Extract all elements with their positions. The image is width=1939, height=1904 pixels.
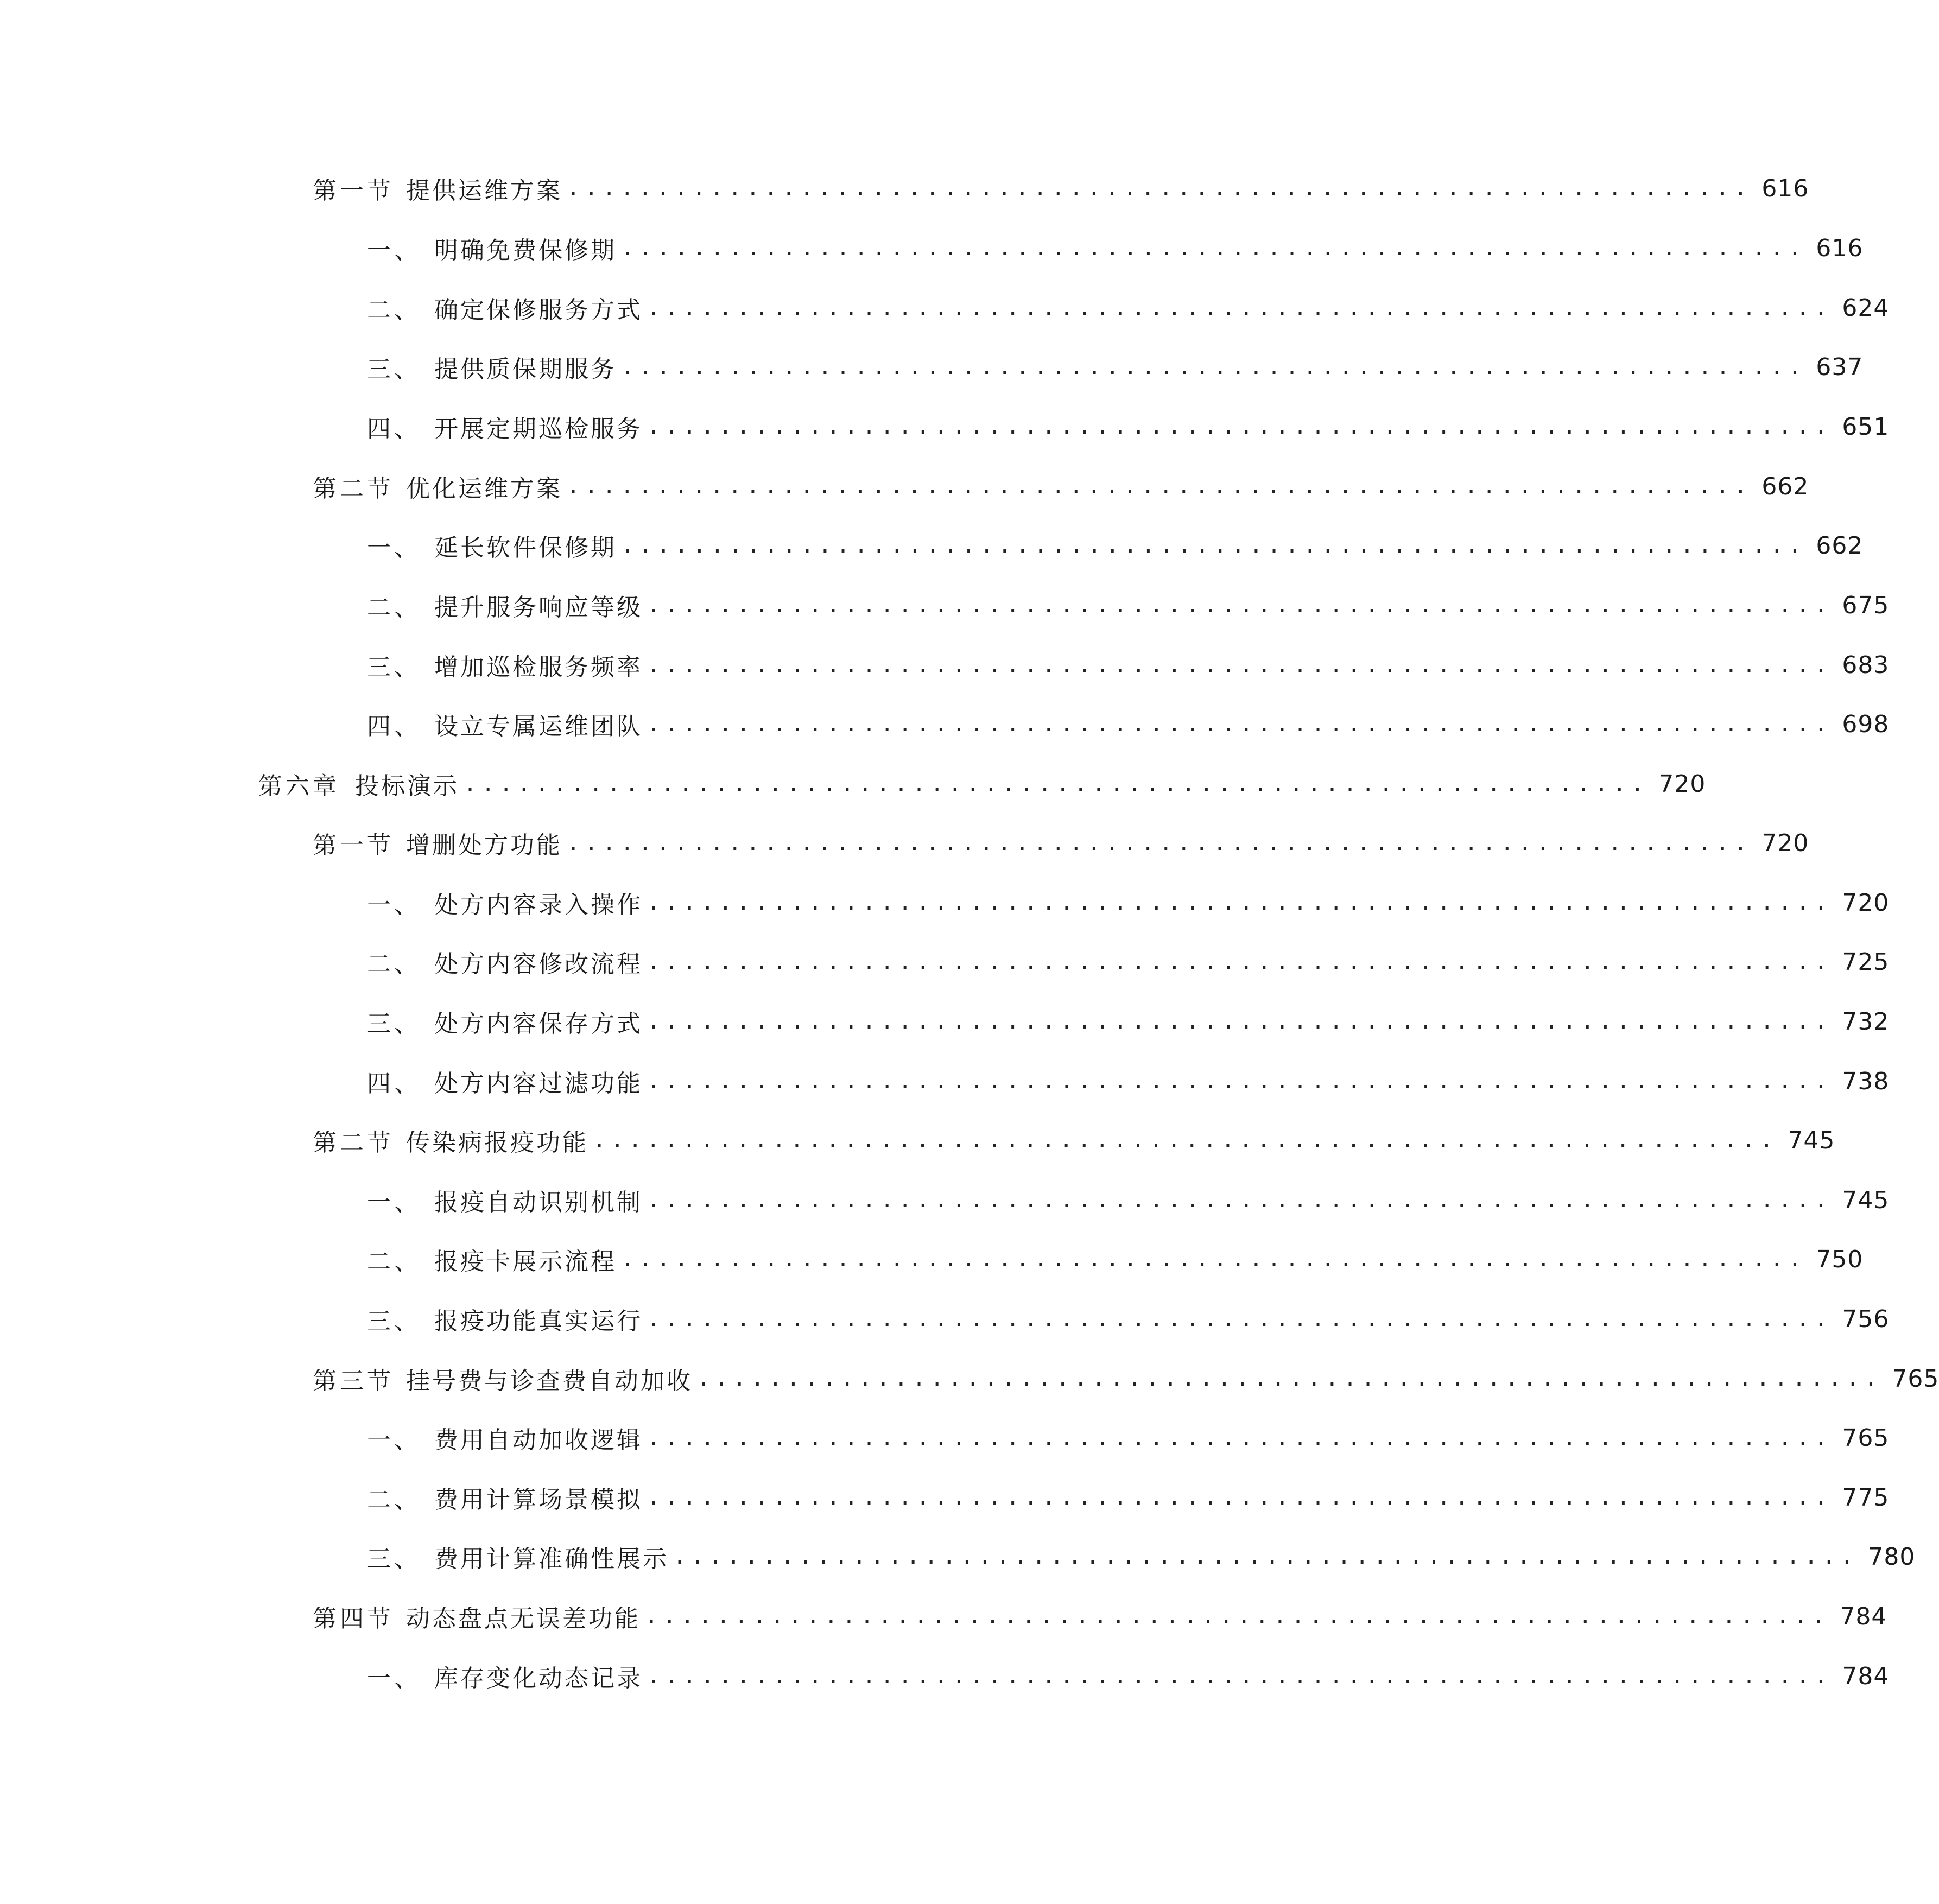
dot-leader: .................................................................. (647, 1188, 1833, 1213)
dot-leader: .................................................................. (647, 1009, 1833, 1034)
dot-leader: .................................................................. (647, 1425, 1833, 1450)
toc-entry-subsection[interactable] (367, 345, 1864, 389)
toc-entry-subsection[interactable] (367, 1654, 1890, 1698)
toc-entry-marker: 第二节 (313, 475, 394, 503)
dot-leader: .................................................................. (647, 890, 1833, 915)
toc-entry-marker: 一、 (367, 237, 421, 264)
dot-leader: .................................................................. (647, 593, 1833, 618)
toc-entry-page: 745 (1842, 1186, 1890, 1214)
toc-entry-page: 698 (1842, 710, 1890, 738)
toc-entry-title: 处方内容过滤功能 (434, 1070, 643, 1097)
toc-entry-title: 处方内容保存方式 (434, 1010, 643, 1038)
toc-entry-marker: 三、 (367, 653, 421, 681)
toc-entry-marker: 三、 (367, 1010, 421, 1038)
toc-entry-title: 提供质保期服务 (434, 356, 617, 383)
toc-entry-marker: 二、 (367, 296, 421, 324)
toc-entry-page: 624 (1842, 294, 1890, 322)
toc-entry-subsection[interactable] (367, 1297, 1890, 1341)
toc-entry-title: 传染病报疫功能 (406, 1129, 588, 1157)
toc-entry-marker: 第四节 (313, 1605, 394, 1633)
toc-entry-title: 费用自动加收逻辑 (434, 1426, 643, 1454)
toc-entry-title: 报疫功能真实运行 (434, 1308, 643, 1335)
toc-entry-title: 开展定期巡检服务 (434, 415, 643, 443)
toc-entry-page: 675 (1842, 591, 1890, 619)
toc-entry-page: 720 (1658, 770, 1706, 798)
dot-leader: .................................................................. (593, 1128, 1778, 1153)
toc-entry-title: 提升服务响应等级 (434, 594, 643, 621)
dot-leader: .................................................................. (647, 414, 1833, 439)
toc-entry-subsection[interactable] (367, 524, 1864, 567)
toc-entry-page: 750 (1816, 1245, 1864, 1273)
toc-entry-marker: 一、 (367, 1189, 421, 1216)
dot-leader: .................................................................. (647, 949, 1833, 974)
toc-entry-page: 616 (1816, 234, 1864, 262)
dot-leader: .................................................................. (621, 1247, 1807, 1272)
toc-entry-page: 683 (1842, 651, 1890, 679)
toc-entry-title: 优化运维方案 (406, 475, 562, 503)
dot-leader: .................................................................. (647, 1306, 1833, 1331)
toc-entry-subsection[interactable] (367, 286, 1890, 329)
toc-entry-page: 662 (1761, 472, 1809, 500)
dot-leader: .................................................................. (645, 1604, 1830, 1629)
dot-leader: .................................................................. (621, 236, 1807, 261)
toc-entry-title: 处方内容修改流程 (434, 950, 643, 978)
toc-entry-page: 780 (1868, 1543, 1916, 1571)
dot-leader: .................................................................. (567, 176, 1752, 201)
toc-entry-marker: 第一节 (313, 177, 394, 205)
toc-entry-marker: 二、 (367, 950, 421, 978)
toc-entry-marker: 第六章 (258, 772, 340, 800)
toc-entry-section[interactable] (313, 465, 1809, 508)
toc-entry-title: 挂号费与诊查费自动加收 (406, 1367, 693, 1395)
toc-entry-page: 725 (1842, 948, 1890, 976)
toc-entry-page: 637 (1816, 353, 1864, 381)
toc-entry-title: 库存变化动态记录 (434, 1665, 643, 1692)
toc-entry-subsection[interactable] (367, 1416, 1890, 1459)
toc-entry-title: 明确免费保修期 (434, 237, 617, 264)
toc-entry-marker: 二、 (367, 1486, 421, 1514)
toc-entry-subsection[interactable] (367, 643, 1890, 687)
toc-entry-page: 756 (1842, 1305, 1890, 1333)
toc-entry-title: 动态盘点无误差功能 (406, 1605, 641, 1633)
toc-entry-marker: 三、 (367, 1308, 421, 1335)
toc-entry-title: 报疫卡展示流程 (434, 1248, 617, 1275)
toc-entry-marker: 四、 (367, 713, 421, 740)
toc-entry-marker: 第二节 (313, 1129, 394, 1157)
toc-entry-title: 提供运维方案 (406, 177, 562, 205)
toc-entry-marker: 一、 (367, 534, 421, 562)
toc-entry-page: 738 (1842, 1067, 1890, 1095)
toc-entry-marker: 第三节 (313, 1367, 394, 1395)
dot-leader: .................................................................. (647, 712, 1833, 737)
toc-entry-section[interactable] (313, 167, 1809, 210)
toc-entry-subsection[interactable] (367, 1535, 1916, 1578)
toc-entry-page: 784 (1842, 1662, 1890, 1690)
dot-leader: .................................................................. (647, 1485, 1833, 1510)
toc-entry-marker: 一、 (367, 1665, 421, 1692)
dot-leader: .................................................................. (647, 652, 1833, 677)
toc-entry-subsection[interactable] (367, 226, 1864, 270)
toc-entry-page: 765 (1842, 1424, 1890, 1452)
toc-entry-marker: 二、 (367, 594, 421, 621)
toc-entry-title: 投标演示 (355, 772, 459, 800)
toc-entry-subsection[interactable] (367, 405, 1890, 448)
toc-entry-subsection[interactable] (367, 881, 1890, 924)
toc-entry-subsection[interactable] (367, 1000, 1890, 1043)
toc-entry-title: 费用计算场景模拟 (434, 1486, 643, 1514)
toc-entry-page: 720 (1842, 888, 1890, 917)
toc-entry-section[interactable] (313, 1357, 1939, 1400)
toc-entry-title: 费用计算准确性展示 (434, 1545, 669, 1573)
dot-leader: .................................................................. (647, 295, 1833, 320)
toc-entry-marker: 三、 (367, 356, 421, 383)
toc-entry-title: 确定保修服务方式 (434, 296, 643, 324)
toc-entry-page: 784 (1840, 1602, 1887, 1630)
toc-entry-subsection[interactable] (367, 1476, 1890, 1519)
toc-entry-title: 设立专属运维团队 (434, 713, 643, 740)
toc-entry-page: 765 (1892, 1364, 1939, 1393)
dot-leader: .................................................................. (647, 1069, 1833, 1094)
toc-entry-subsection[interactable] (367, 702, 1890, 746)
toc-entry-marker: 第一节 (313, 832, 394, 859)
toc-entry-subsection[interactable] (367, 940, 1890, 983)
toc-entry-marker: 二、 (367, 1248, 421, 1275)
toc-entry-subsection[interactable] (367, 1178, 1890, 1222)
dot-leader: .................................................................. (621, 533, 1807, 558)
toc-entry-title: 增加巡检服务频率 (434, 653, 643, 681)
dot-leader: .................................................................. (621, 354, 1807, 379)
dot-leader: .................................................................. (697, 1366, 1883, 1391)
toc-entry-title: 处方内容录入操作 (434, 891, 643, 919)
toc-entry-subsection[interactable] (367, 1059, 1890, 1103)
toc-entry-marker: 三、 (367, 1545, 421, 1573)
toc-entry-page: 775 (1842, 1483, 1890, 1512)
toc-entry-page: 720 (1761, 829, 1809, 857)
toc-entry-page: 616 (1761, 174, 1809, 202)
toc-entry-title: 延长软件保修期 (434, 534, 617, 562)
toc-entry-section[interactable] (313, 821, 1809, 865)
toc-entry-subsection[interactable] (367, 583, 1890, 627)
toc-entry-page: 745 (1788, 1126, 1835, 1154)
toc-entry-section[interactable] (313, 1595, 1887, 1638)
toc-entry-page: 651 (1842, 412, 1890, 441)
toc-entry-marker: 四、 (367, 1070, 421, 1097)
dot-leader: .................................................................. (567, 474, 1752, 499)
toc-entry-marker: 四、 (367, 415, 421, 443)
toc-entry-title: 报疫自动识别机制 (434, 1189, 643, 1216)
toc-entry-subsection[interactable] (367, 1237, 1864, 1281)
dot-leader: .................................................................. (567, 830, 1752, 855)
toc-entry-page: 662 (1816, 531, 1864, 560)
toc-entry-section[interactable] (313, 1119, 1835, 1162)
toc-entry-marker: 一、 (367, 1426, 421, 1454)
toc-entry-title: 增删处方功能 (406, 832, 562, 859)
toc-entry-chapter[interactable] (258, 762, 1706, 805)
dot-leader: .................................................................. (673, 1544, 1859, 1569)
dot-leader: .................................................................. (464, 771, 1649, 796)
toc-entry-marker: 一、 (367, 891, 421, 919)
toc-entry-page: 732 (1842, 1007, 1890, 1036)
dot-leader: .................................................................. (647, 1664, 1833, 1689)
